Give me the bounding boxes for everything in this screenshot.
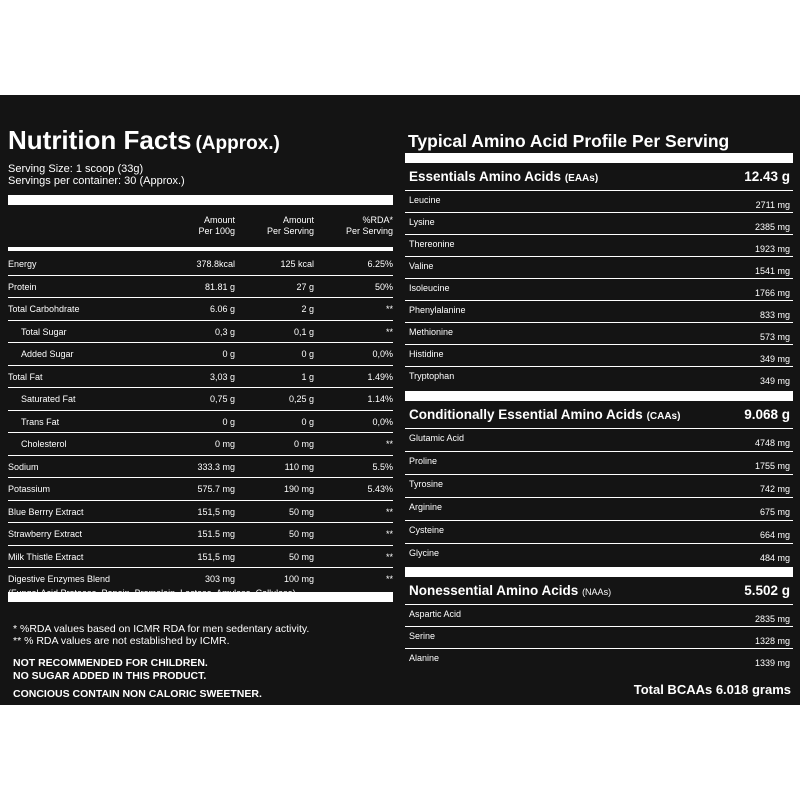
- header-rda: [346, 215, 393, 237]
- amino-row: [405, 627, 793, 649]
- nutrient-row: [8, 366, 393, 389]
- amino-value: 349 mg: [759, 376, 790, 386]
- amino-name: Isoleucine: [409, 283, 450, 293]
- nutrient-per-serving: 50 mg: [288, 529, 314, 539]
- conditional-title: [409, 407, 680, 422]
- warning-no-sugar: NO SUGAR ADDED IN THIS PRODUCT.: [13, 669, 207, 682]
- amino-name: Glutamic Acid: [409, 433, 465, 443]
- amino-value: 573 mg: [759, 332, 790, 342]
- nutrient-rda: **: [385, 439, 393, 449]
- warning-children: NOT RECOMMENDED FOR CHILDREN.: [13, 657, 208, 669]
- nutrient-rda: **: [385, 326, 393, 337]
- nonessential-title: [409, 583, 611, 598]
- nutrient-per-serving: 110 mg: [284, 461, 314, 472]
- amino-row: [405, 367, 793, 388]
- essential-title: [409, 169, 598, 184]
- nutrient-rda: **: [385, 304, 393, 314]
- total-bcaa: Total BCAAs 6.018 grams: [633, 682, 791, 697]
- nutrient-row: [8, 523, 393, 546]
- nutrient-per-100g: 81.81 g: [204, 281, 235, 292]
- amino-row: [405, 213, 793, 235]
- amino-name: Glycine: [409, 548, 440, 558]
- amino-value: 349 mg: [759, 354, 790, 364]
- amino-name: Histidine: [409, 349, 444, 359]
- amino-row: [405, 544, 793, 566]
- conditional-total: 9.068 g: [744, 407, 790, 422]
- nutrition-title-suffix: (Approx.): [195, 133, 280, 154]
- nutrient-rda: 50%: [374, 281, 393, 292]
- amino-row: [405, 345, 793, 367]
- essential-total: 12.43 g: [744, 169, 790, 184]
- nutrient-per-100g: 0,3 g: [214, 326, 235, 337]
- nutrient-row: [8, 411, 393, 434]
- amino-value: 2385 mg: [754, 222, 790, 232]
- nutrient-row: [8, 388, 393, 411]
- nutrient-name: Trans Fat: [21, 416, 60, 427]
- amino-name: Proline: [409, 456, 438, 466]
- amino-value: 1923 mg: [754, 244, 790, 254]
- warnings: [13, 657, 208, 682]
- amino-name: Arginine: [409, 502, 443, 512]
- amino-name: Tryptophan: [409, 371, 455, 381]
- amino-value: 664 mg: [759, 530, 790, 540]
- nutrition-title-text: Nutrition Facts: [8, 125, 192, 155]
- nutrient-per-100g: 0,75 g: [209, 394, 235, 404]
- nutrient-rda: 1.49%: [367, 371, 393, 382]
- amino-value: 4748 mg: [754, 438, 790, 448]
- amino-title: Typical Amino Acid Profile Per Serving: [408, 131, 730, 151]
- nutrition-title: [8, 125, 280, 159]
- amino-row: [405, 452, 793, 475]
- nutrient-rda: 0,0%: [372, 349, 393, 359]
- servings-per-container: Servings per container: 30 (Approx.): [8, 175, 185, 187]
- nutrient-per-100g: 303 mg: [204, 574, 235, 584]
- nutrient-per-serving: 0 g: [301, 349, 314, 359]
- nutrient-per-100g: 0 mg: [214, 439, 235, 449]
- conditional-abbr: (CAAs): [646, 411, 681, 422]
- nutrient-rda: **: [385, 574, 393, 584]
- nutrient-rda: **: [385, 529, 393, 539]
- nutrient-name: Total Fat: [8, 371, 43, 382]
- amino-value: 2711 mg: [755, 200, 790, 210]
- nutrient-name: Digestive Enzymes Blend: [8, 574, 111, 584]
- nutrient-name: Protein: [8, 281, 37, 292]
- amino-name: Tyrosine: [409, 479, 444, 489]
- nutrient-per-serving: 27 g: [296, 281, 314, 292]
- nutrition-table: [8, 253, 393, 602]
- rda-note-1: * %RDA values based on ICMR RDA for men sedentary activity.: [13, 623, 310, 635]
- header-perserv-line1: Amount: [282, 215, 314, 225]
- amino-row: [405, 301, 793, 323]
- nonessential-abbr: (NAAs): [582, 587, 612, 597]
- amino-name: Leucine: [409, 195, 441, 205]
- rda-note-2: ** % RDA values are not established by ICMR.: [13, 635, 230, 647]
- amino-value: 833 mg: [759, 310, 790, 320]
- nutrient-row: [8, 456, 393, 479]
- header-per-serving: [267, 215, 314, 237]
- amino-row: [405, 257, 793, 279]
- amino-name: Thereonine: [409, 239, 455, 249]
- nutrient-row: [8, 433, 393, 456]
- nutrient-name: Potassium: [8, 484, 51, 494]
- nutrient-name: Strawberry Extract: [8, 529, 83, 539]
- nutrient-row: [8, 343, 393, 366]
- amino-row: [405, 235, 793, 257]
- amino-row: [405, 279, 793, 301]
- amino-name: Aspartic Acid: [409, 609, 462, 619]
- essential-section: [405, 153, 793, 388]
- amino-name: Serine: [409, 631, 436, 641]
- header-per100-line1: Amount: [203, 215, 235, 225]
- rda-notes: [13, 623, 309, 647]
- amino-row: [405, 475, 793, 498]
- nutrient-per-serving: 0 g: [301, 416, 314, 427]
- nutrient-name: Total Carbohdrate: [8, 304, 80, 314]
- nutrient-per-100g: 0 g: [222, 416, 235, 427]
- nutrient-row: [8, 321, 393, 344]
- header-per-100g: [198, 215, 235, 237]
- nutrient-per-100g: 575.7 mg: [197, 484, 235, 494]
- nutrient-name: Cholesterol: [21, 439, 67, 449]
- label-panel: [0, 95, 800, 705]
- nutrient-name: Milk Thistle Extract: [8, 551, 84, 562]
- nonessential-header: [405, 577, 793, 605]
- nutrient-row: [8, 546, 393, 569]
- amino-name: Lysine: [409, 217, 435, 227]
- nutrient-per-100g: 378.8kcal: [196, 259, 235, 269]
- amino-value: 1541 mg: [754, 266, 790, 276]
- amino-name: Cysteine: [409, 525, 445, 535]
- amino-name: Alanine: [409, 653, 440, 663]
- divider-bar: [405, 153, 793, 163]
- nutrient-per-serving: 125 kcal: [280, 259, 314, 269]
- nutrient-name: Added Sugar: [21, 349, 74, 359]
- nutrient-per-100g: 151,5 mg: [197, 506, 235, 517]
- amino-row: [405, 191, 793, 213]
- divider-bar: [8, 195, 393, 205]
- divider-bar: [405, 567, 793, 577]
- nutrient-per-100g: 333.3 mg: [197, 461, 235, 472]
- serving-info: [8, 163, 185, 187]
- nutrient-per-100g: 151.5 mg: [197, 529, 235, 539]
- amino-row: [405, 605, 793, 627]
- amino-row: [405, 649, 793, 670]
- amino-row: [405, 429, 793, 452]
- nonessential-section: [405, 567, 793, 670]
- nutrient-rda: 0,0%: [372, 416, 393, 427]
- amino-value: 1328 mg: [754, 636, 790, 646]
- amino-name: Methionine: [409, 327, 454, 337]
- nutrient-per-serving: 190 mg: [283, 484, 314, 494]
- nutrient-row: [8, 298, 393, 321]
- nutrient-row: [8, 276, 393, 299]
- nutrient-name: Total Sugar: [21, 326, 67, 337]
- nutrient-rda: **: [385, 551, 393, 562]
- nutrient-rda: 1.14%: [367, 394, 393, 404]
- amino-value: 1766 mg: [754, 288, 790, 298]
- amino-name: Valine: [409, 261, 434, 271]
- conditional-header: [405, 401, 793, 429]
- amino-name: Phenylalanine: [409, 305, 466, 315]
- nutrient-per-100g: 3,03 g: [209, 371, 235, 382]
- amino-value: 675 mg: [759, 507, 790, 517]
- divider-bar: [405, 391, 793, 401]
- amino-value: 1339 mg: [754, 658, 790, 668]
- nutrient-per-100g: 151,5 mg: [197, 551, 235, 562]
- divider-bar: [8, 247, 393, 251]
- amino-row: [405, 521, 793, 544]
- nutrient-rda: 5.5%: [372, 461, 393, 472]
- serving-size: Serving Size: 1 scoop (33g): [8, 163, 144, 175]
- nutrient-name: Saturated Fat: [21, 394, 76, 404]
- nonessential-total: 5.502 g: [744, 583, 790, 598]
- nutrient-per-serving: 50 mg: [288, 506, 314, 517]
- essential-header: [405, 163, 793, 191]
- amino-value: 1755 mg: [754, 461, 790, 471]
- amino-row: [405, 323, 793, 345]
- amino-value: 484 mg: [759, 553, 790, 563]
- nutrient-rda: **: [385, 506, 393, 517]
- essential-title-text: Essentials Amino Acids: [409, 169, 562, 184]
- nutrient-row: [8, 478, 393, 501]
- nutrient-per-serving: 1 g: [301, 371, 314, 382]
- header-rda-line2: Per Serving: [345, 226, 393, 236]
- warning-sweetener: CONCIOUS CONTAIN NON CALORIC SWEETNER.: [13, 688, 262, 700]
- nutrition-header-row: [8, 215, 393, 245]
- nutrient-per-serving: 0,1 g: [293, 326, 314, 337]
- nutrient-per-serving: 0 mg: [293, 439, 314, 449]
- nutrient-per-serving: 100 mg: [283, 574, 314, 584]
- nutrient-rda: 6.25%: [367, 259, 393, 269]
- nutrient-per-100g: 6.06 g: [209, 304, 235, 314]
- conditional-title-text: Conditionally Essential Amino Acids: [409, 407, 643, 422]
- divider-bar: [8, 592, 393, 602]
- nutrient-per-serving: 0,25 g: [288, 394, 314, 404]
- nutrient-per-100g: 0 g: [222, 349, 235, 359]
- nutrient-row: [8, 501, 393, 524]
- header-per100-line2: Per 100g: [198, 226, 235, 236]
- nutrient-per-serving: 2 g: [301, 304, 314, 314]
- amino-value: 2835 mg: [754, 614, 790, 624]
- essential-abbr: (EAAs): [564, 173, 599, 184]
- amino-row: [405, 498, 793, 521]
- conditional-section: [405, 391, 793, 566]
- amino-value: 742 mg: [759, 484, 790, 494]
- nutrient-row: [8, 253, 393, 276]
- nutrient-rda: 5.43%: [367, 484, 393, 494]
- nonessential-title-text: Nonessential Amino Acids: [409, 583, 579, 598]
- nutrient-name: Blue Berrry Extract: [8, 506, 84, 517]
- nutrient-per-serving: 50 mg: [288, 551, 314, 562]
- nutrient-name: Energy: [8, 259, 37, 269]
- nutrient-name: Sodium: [8, 461, 39, 472]
- header-rda-line1: %RDA*: [362, 215, 393, 225]
- header-perserv-line2: Per Serving: [266, 226, 314, 236]
